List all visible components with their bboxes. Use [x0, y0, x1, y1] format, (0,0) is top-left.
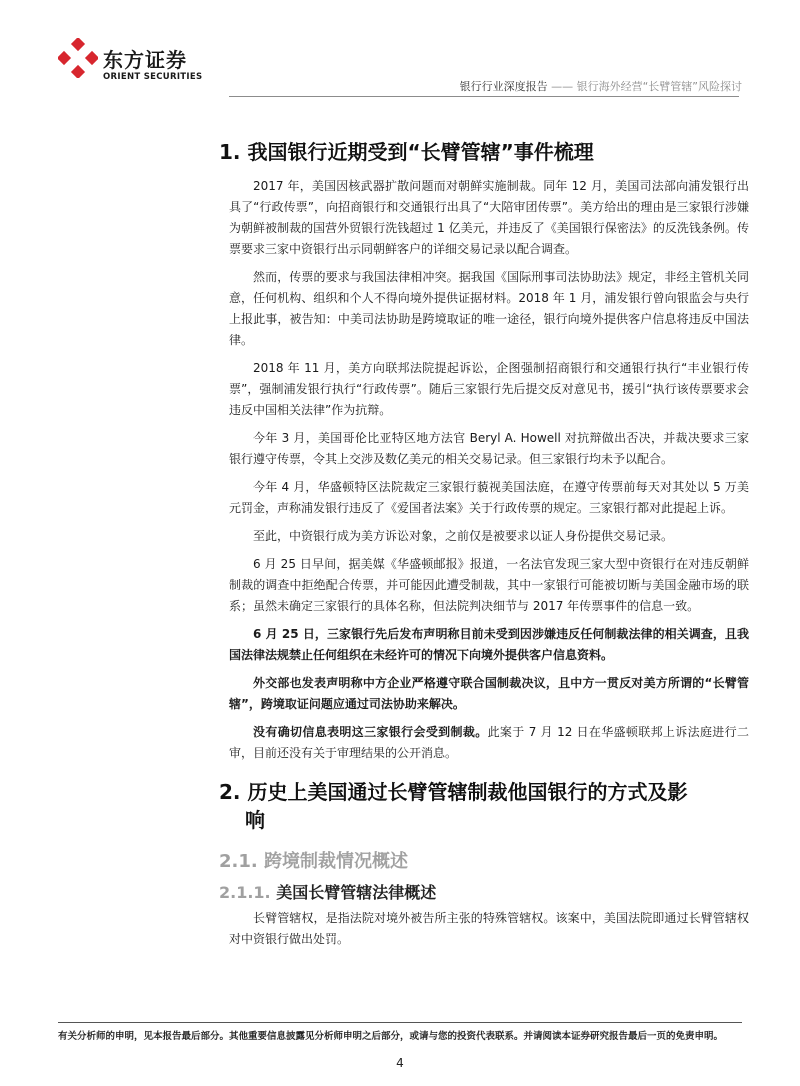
- bold-paragraph: [229, 673, 749, 715]
- bold-text: 6 月 25 日，三家银行先后发布声明称目前未受到因涉嫌违反任何制裁法律的相关调查，且我国法律法规禁止任何组织在未经许可的情况下向境外提供客户信息资料。: [229, 627, 749, 662]
- section-2-heading-line2: 响: [245, 808, 265, 832]
- brand-logo: [58, 38, 233, 90]
- section-2-heading-line1: 2. 历史上美国通过长臂管辖制裁他国银行的方式及影: [219, 780, 688, 804]
- mixed-paragraph: [229, 722, 749, 764]
- section-2-heading: [219, 778, 749, 834]
- subsection-number: 2.1.1.: [219, 883, 271, 903]
- paragraph: 2017 年，美国因核武器扩散问题而对朝鲜实施制裁。同年 12 月，美国司法部向浦发银行出具了“行政传票”，向招商银行和交通银行出具了“大陪审团传票”。美方给出的理由是三家银行涉嫌为朝鲜被制裁的国营外贸银行洗钱超过 1 亿美元，并违反了《美国银行保密法》的反洗钱条例。传票要求三家中资银行出示同朝鲜客户的详细交易记录以配合调查。: [229, 179, 749, 256]
- report-body: [219, 138, 749, 957]
- paragraph: 然而，传票的要求与我国法律相冲突。据我国《国际刑事司法协助法》规定，非经主管机关同意，任何机构、组织和个人不得向境外提供证据材料。2018 年 1 月，浦发银行曾向银监会与央行上报此事，被告知：中美司法协助是跨境取证的唯一途径，银行向境外提供客户信息将违反中国法律。: [229, 270, 749, 347]
- paragraph: 2018 年 11 月，美方向联邦法院提起诉讼，企图强制招商银行和交通银行执行“丰业银行传票”，强制浦发银行执行“行政传票”。随后三家银行先后提交反对意见书，援引“执行该传票要求会违反中国相关法律”作为抗辩。: [229, 361, 749, 417]
- plain-text: 此案于 7 月 12 日在华盛顿联邦上诉法庭进行二审，目前还没有关于审理结果的公开消息。: [229, 725, 749, 760]
- bold-paragraph: [229, 624, 749, 666]
- footer-divider: [58, 1022, 742, 1023]
- brand-name-en: ORIENT SECURITIES: [103, 72, 203, 82]
- paragraph: 今年 4 月，华盛顿特区法院裁定三家银行藐视美国法庭，在遵守传票前每天对其处以 5 万美元罚金，声称浦发银行违反了《爱国者法案》关于行政传票的规定。三家银行都对此提起上诉。: [229, 480, 749, 515]
- subsection-2-1-heading: 2.1. 跨境制裁情况概述: [219, 851, 408, 872]
- paragraph: 至此，中资银行成为美方诉讼对象，之前仅是被要求以证人身份提供交易记录。: [253, 529, 674, 543]
- subsection-2-1-1-heading: [219, 883, 749, 904]
- report-header: [460, 78, 742, 94]
- page-number: 4: [396, 1056, 404, 1070]
- section-1-heading: 1. 我国银行近期受到“长臂管辖”事件梳理: [219, 140, 594, 164]
- paragraph: 6 月 25 日早间，据美媒《华盛顿邮报》报道，一名法官发现三家大型中资银行在对违反朝鲜制裁的调查中拒绝配合传票，并可能因此遭受制裁，其中一家银行可能被切断与美国金融市场的联系；虽然未确定三家银行的具体名称，但法院判决细节与 2017 年传票事件的信息一致。: [229, 557, 749, 613]
- orient-logo-icon: [58, 38, 98, 78]
- report-subtitle: 银行海外经营“长臂管辖”风险探讨: [576, 80, 742, 93]
- subsection-title: 美国长臂管辖法律概述: [276, 883, 437, 903]
- header-divider: [229, 96, 739, 97]
- brand-name-cn: 东方证券: [103, 48, 187, 72]
- footer-disclaimer: 有关分析师的申明，见本报告最后部分。其他重要信息披露见分析师申明之后部分，或请与您的投资代表联系。并请阅读本证券研究报告最后一页的免责申明。: [58, 1031, 724, 1042]
- bold-text: 外交部也发表声明称中方企业严格遵守联合国制裁决议，且中方一贯反对美方所谓的“长臂管辖”，跨境取证问题应通过司法协助来解决。: [229, 676, 749, 711]
- bold-text: 没有确切信息表明这三家银行会受到制裁。: [253, 725, 488, 739]
- report-type: 银行行业深度报告: [459, 80, 548, 93]
- paragraph: 今年 3 月，美国哥伦比亚特区地方法官 Beryl A. Howell 对抗辩做出否决，并裁决要求三家银行遵守传票，令其上交涉及数亿美元的相关交易记录。但三家银行均未予以配合。: [229, 431, 749, 466]
- header-separator: ——: [551, 80, 574, 93]
- paragraph: 长臂管辖权，是指法院对境外被告所主张的特殊管辖权。该案中，美国法院即通过长臂管辖权对中资银行做出处罚。: [229, 911, 749, 947]
